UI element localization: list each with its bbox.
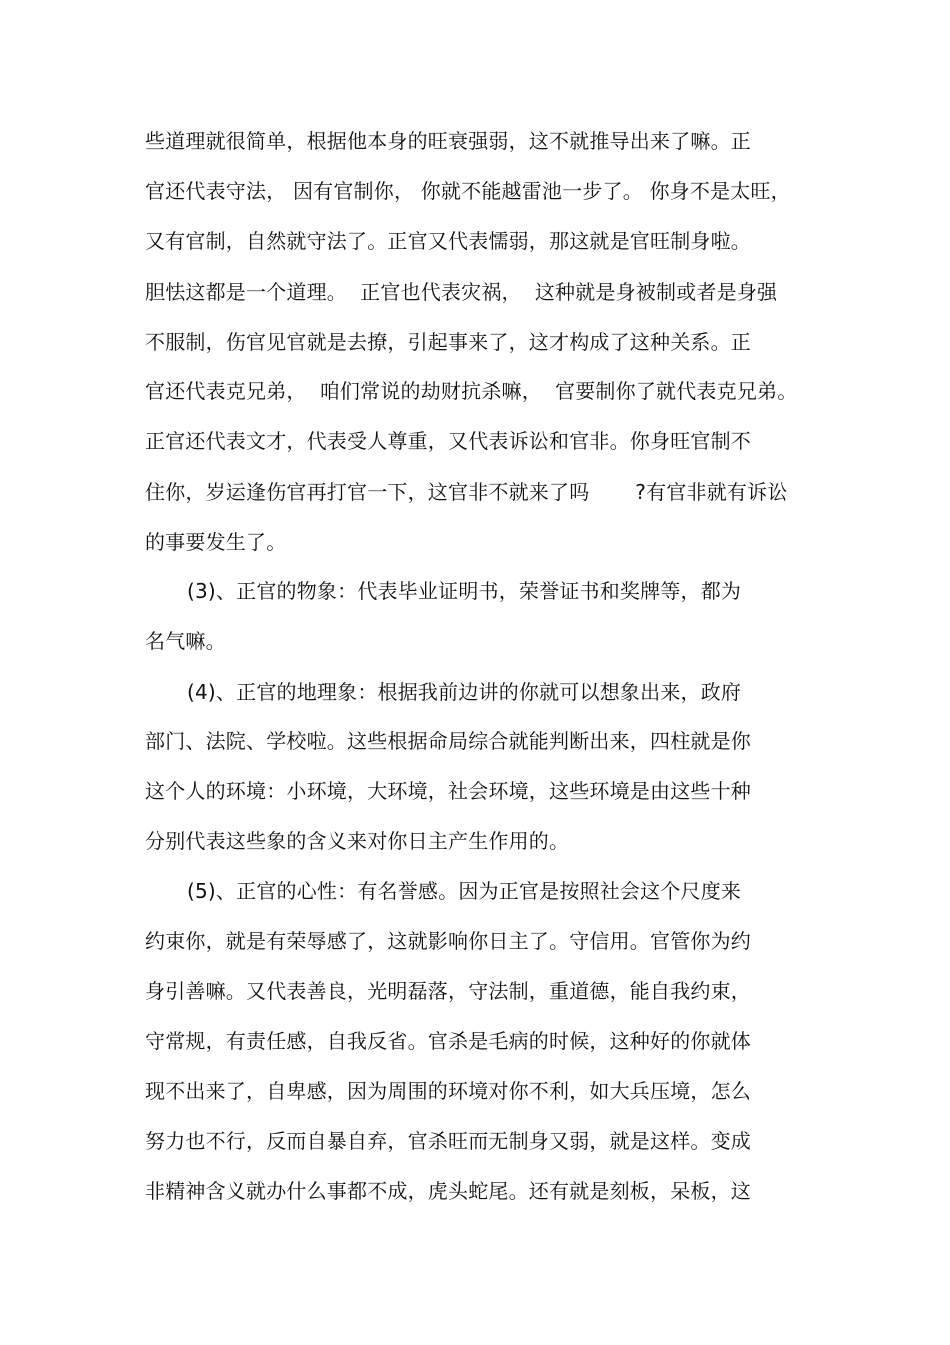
paragraph-first-line: (3)、正官的物象：代表毕业证明书，荣誉证书和奖牌等，都为 <box>187 579 742 603</box>
text-line: 身引善嘛。又代表善良，光明磊落，守法制，重道德，能自我约束， <box>145 979 751 1003</box>
text-line: 守常规，有责任感，自我反省。官杀是毛病的时候，这种好的你就体 <box>145 1029 751 1053</box>
text-line: 不服制，伤官见官就是去撩，引起事来了，这才构成了这种关系。正 <box>145 330 751 354</box>
text-line: 非精神含义就办什么事都不成，虎头蛇尾。还有就是刻板，呆板，这 <box>145 1179 751 1203</box>
text-line: 名气嘛。 <box>145 629 226 653</box>
paragraph-first-line: (4)、正官的地理象：根据我前边讲的你就可以想象出来，政府 <box>187 680 742 704</box>
text-line: 住你，岁运逢伤官再打官一下，这官非不就来了吗 ?有官非就有诉讼 <box>145 480 788 504</box>
text-line: 官还代表守法， 因有官制你， 你就不能越雷池一步了。 你身不是太旺， <box>145 179 791 203</box>
text-line: 些道理就很简单，根据他本身的旺衰强弱，这不就推导出来了嘛。正 <box>145 129 751 153</box>
text-line: 官还代表克兄弟， 咱们常说的劫财抗杀嘛， 官要制你了就代表克兄弟。 <box>145 379 798 403</box>
text-line: 分别代表这些象的含义来对你日主产生作用的。 <box>145 829 570 853</box>
text-line: 胆怯这都是一个道理。 正官也代表灾祸， 这种就是身被制或者是身强 <box>145 280 778 304</box>
text-line: 正官还代表文才，代表受人尊重，又代表诉讼和官非。你身旺官制不 <box>145 429 751 453</box>
text-line: 的事要发生了。 <box>145 530 287 554</box>
text-line: 努力也不行，反而自暴自弃，官杀旺而无制身又弱，就是这样。变成 <box>145 1129 751 1153</box>
text-line: 现不出来了，自卑感，因为周围的环境对你不利，如大兵压境，怎么 <box>145 1079 751 1103</box>
text-line: 约束你，就是有荣辱感了，这就影响你日主了。守信用。官管你为约 <box>145 929 751 953</box>
text-line: 这个人的环境：小环境，大环境，社会环境，这些环境是由这些十种 <box>145 779 751 803</box>
paragraph-first-line: (5)、正官的心性：有名誉感。因为正官是按照社会这个尺度来 <box>187 879 742 903</box>
text-line: 又有官制，自然就守法了。正官又代表懦弱，那这就是官旺制身啦。 <box>145 229 751 253</box>
text-line: 部门、法院、学校啦。这些根据命局综合就能判断出来，四柱就是你 <box>145 729 751 753</box>
